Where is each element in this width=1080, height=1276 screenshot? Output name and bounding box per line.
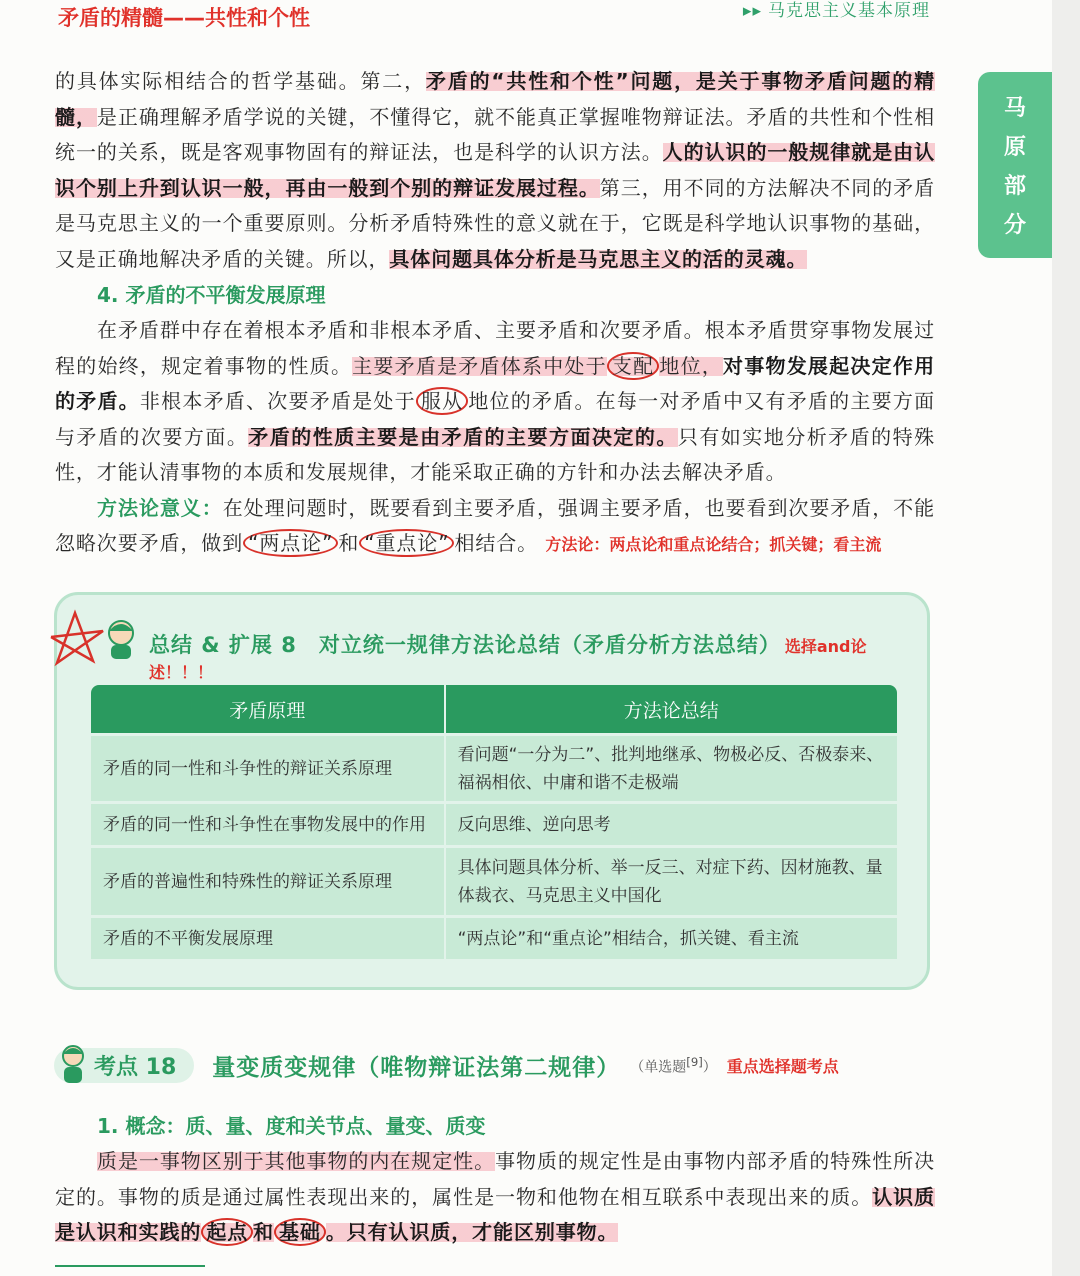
principle-cell: 矛盾的不平衡发展原理 <box>91 915 446 959</box>
circled-word: “重点论” <box>359 529 454 557</box>
handwritten-note: 方法论：两点论和重点论结合；抓关键；看主流 <box>545 535 882 554</box>
text-run: 非根本矛盾、次要矛盾是处于 <box>139 389 416 413</box>
running-head <box>743 0 930 21</box>
circled-word: 起点 <box>201 1218 253 1246</box>
exam-point-title: 量变质变规律（唯物辩证法第二规律） <box>212 1055 621 1081</box>
side-tab-char: 分 <box>1003 213 1026 238</box>
mascot-icon <box>101 617 141 661</box>
side-tab-char: 马 <box>1003 96 1026 121</box>
main-text <box>55 64 935 563</box>
text-run: 在处理问题时，既要看到主要矛盾，强调主要矛盾，也要看到次要矛盾，不能忽略次要矛盾，做到 <box>55 495 935 555</box>
circled-word: 支配 <box>607 352 659 380</box>
table-row <box>91 801 897 845</box>
circled-word: “两点论” <box>243 529 338 557</box>
highlight-bold: 矛盾的“共性和个性”问题，是关于事物矛盾问题的精髓， <box>55 69 935 129</box>
page-edge <box>1052 0 1080 1276</box>
table-row <box>91 733 897 801</box>
exam-point-header <box>54 1048 839 1083</box>
tag-text: （单选题 <box>630 1059 687 1076</box>
table-row <box>91 845 897 915</box>
column-header: 方法论总结 <box>446 685 897 733</box>
paragraph-concept <box>55 1144 935 1251</box>
summary-title-text: 总结 & 扩展 8 对立统一规律方法论总结（矛盾分析方法总结） <box>149 633 781 657</box>
handwritten-note: 选择and论述！！！ <box>149 637 867 682</box>
method-cell: 具体问题具体分析、举一反三、对症下药、因材施教、量体裁衣、马克思主义中国化 <box>446 845 897 915</box>
principle-cell: 矛盾的同一性和斗争性的辩证关系原理 <box>91 733 446 801</box>
tag-text: ） <box>702 1059 717 1076</box>
method-cell: 看问题“一分为二”、批判地继承、物极必反、否极泰来、福祸相依、中庸和谐不走极端 <box>446 733 897 801</box>
column-header: 矛盾原理 <box>91 685 446 733</box>
text-run: 只有如实地分析矛盾的特殊性，才能认清事物的本质和发展规律，才能采取正确的方针和办法去解决矛盾。 <box>55 424 935 484</box>
concept-section <box>55 1108 935 1251</box>
highlight-bold: 矛盾的性质主要是由矛盾的主要方面决定的。 <box>248 424 678 449</box>
highlight-bold: 认识质是认识和实践的 <box>55 1184 935 1244</box>
text-run: 是正确理解矛盾学说的关键，不懂得它，就不能真正掌握唯物辩证法。矛盾的共性和个性相统一的关系，既是客观事物固有的辩证法，也是科学的认识方法。 <box>55 104 936 164</box>
summary-table <box>91 685 897 959</box>
method-cell: “两点论”和“重点论”相结合，抓关键、看主流 <box>446 915 897 959</box>
method-label: 方法论意义： <box>97 495 223 520</box>
tag-superscript: [9] <box>686 1054 703 1069</box>
paragraph-2 <box>55 313 935 491</box>
side-tab-char: 原 <box>1003 135 1026 160</box>
circled-word: 基础 <box>274 1218 326 1246</box>
side-tab-char: 部 <box>1003 174 1026 199</box>
method-cell: 反向思维、逆向思考 <box>446 801 897 845</box>
chapter-title: 矛盾的精髓——共性和个性 <box>58 6 310 30</box>
text-run: 事物质的规定性是由事物内部矛盾的特殊性所决定的。事物的质是通过属性表现出来的，属性是一物和他物在相互联系中表现出来的质。 <box>55 1149 935 1209</box>
bold-text: 对事物发展起决定作用的矛盾。 <box>55 353 935 413</box>
paragraph-method <box>55 491 935 563</box>
text-run: 第三，用不同的方法解决不同的矛盾是马克思主义的一个重要原则。分析矛盾特殊性的意义就在于，它既是科学地认识事物的基础，又是正确地解决矛盾的关键。所以， <box>55 175 935 271</box>
footnote-rule <box>55 1265 205 1267</box>
double-arrow-icon: ▸▸ <box>742 1 762 21</box>
table-row <box>91 915 897 959</box>
mascot-icon <box>56 1042 90 1086</box>
highlight-bold: 。只有认识质，才能区别事物。 <box>325 1220 619 1244</box>
text-run: 相结合。 <box>454 531 539 555</box>
section-heading: 1. 概念：质、量、度和关节点、量变、质变 <box>97 1114 486 1138</box>
question-type-tag <box>630 1055 717 1077</box>
text-run: 地位的矛盾。在每一对矛盾中又有矛盾的主要方面与矛盾的次要方面。 <box>55 389 935 449</box>
handwritten-note: 重点选择题考点 <box>726 1057 839 1076</box>
highlight: 地位， <box>659 353 724 378</box>
highlight-bold: 人的认识的一般规律就是由认识个别上升到认识一般，再由一般到个别的辩证发展过程。 <box>55 140 935 200</box>
side-tab <box>978 72 1052 258</box>
text-run: 在矛盾群中存在着根本矛盾和非根本矛盾、主要矛盾和次要矛盾。根本矛盾贯穿事物发展过程的始终，规定着事物的性质。 <box>55 318 935 378</box>
summary-title <box>149 629 927 683</box>
principle-cell: 矛盾的普遍性和特殊性的辩证关系原理 <box>91 845 446 915</box>
exam-point-number: 考点 18 <box>94 1055 177 1080</box>
highlight: 主要矛盾是矛盾体系中处于 <box>352 353 607 378</box>
principle-cell: 矛盾的同一性和斗争性在事物发展中的作用 <box>91 801 446 845</box>
table-header-row <box>91 685 897 733</box>
highlight-bold: 具体问题具体分析是马克思主义的活的灵魂。 <box>389 246 808 271</box>
text-run: 的具体实际相结合的哲学基础。第二， <box>55 69 426 93</box>
circled-word: 服从 <box>416 387 468 415</box>
running-head-text: 马克思主义基本原理 <box>768 1 930 21</box>
exam-point-badge <box>54 1048 194 1083</box>
summary-box <box>54 592 930 990</box>
highlight: 质是一事物区别于其他事物的内在规定性。 <box>97 1149 496 1173</box>
text-run: 和 <box>338 531 360 555</box>
paragraph-1 <box>55 64 935 277</box>
section-heading: 4. 矛盾的不平衡发展原理 <box>97 283 326 307</box>
page-header <box>0 0 1080 40</box>
highlight-bold: 和 <box>253 1220 275 1244</box>
